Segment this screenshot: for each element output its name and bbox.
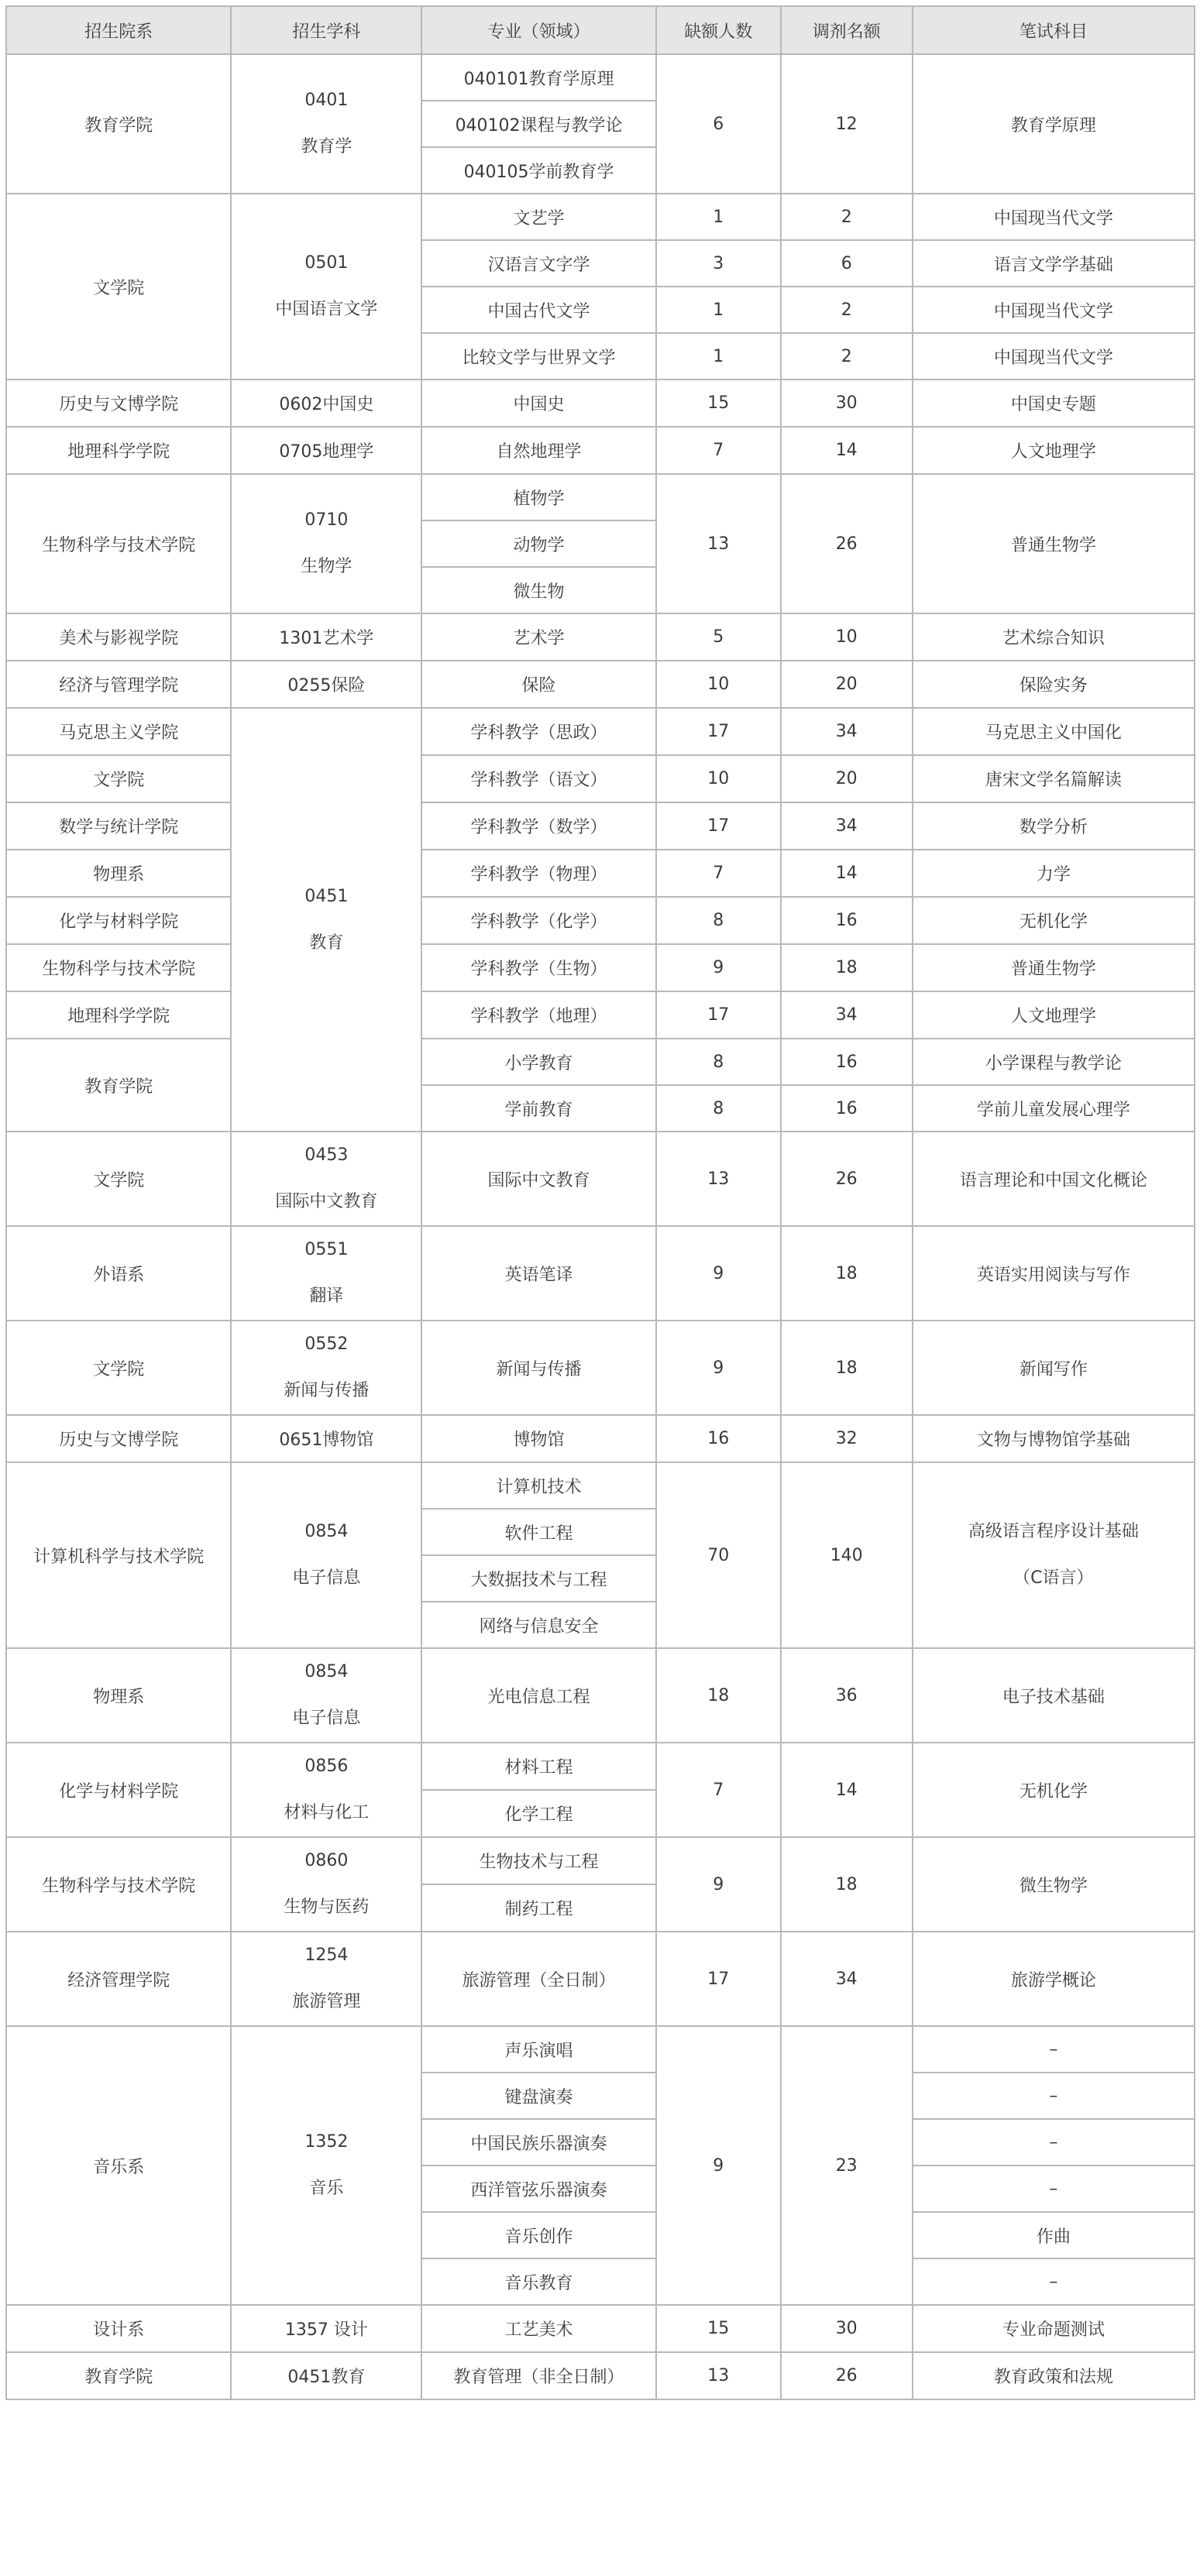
table-row: [6, 427, 1195, 474]
table-body: [6, 54, 1195, 2399]
vacancy-cell: 17: [656, 802, 781, 850]
discipline-cell-line: 生物与医药: [284, 1898, 370, 1917]
major-cell: 学科教学（地理）: [421, 991, 656, 1039]
major-cell: 音乐教育: [421, 2258, 656, 2305]
dept-cell: 经济管理学院: [6, 1932, 231, 2026]
exam-cell: [913, 1462, 1195, 1648]
major-cell: 博物馆: [421, 1415, 656, 1462]
major-cell: 新闻与传播: [421, 1321, 656, 1415]
exam-cell: 中国现当代文学: [913, 194, 1195, 240]
quota-cell: 34: [781, 708, 913, 755]
quota-cell: 14: [781, 427, 913, 474]
major-cell: 声乐演唱: [421, 2026, 656, 2073]
quota-cell: 2: [781, 287, 913, 333]
major-cell: 040101教育学原理: [421, 54, 656, 101]
dept-cell: 教育学院: [6, 2352, 231, 2399]
vacancy-cell: 5: [656, 613, 781, 661]
major-cell: 汉语言文字学: [421, 240, 656, 287]
vacancy-cell: 15: [656, 380, 781, 427]
discipline-cell: 0602中国史: [231, 380, 421, 427]
header-discipline: 招生学科: [231, 6, 421, 54]
header-dept: 招生院系: [6, 6, 231, 54]
major-cell: 西洋管弦乐器演奏: [421, 2166, 656, 2212]
major-cell: 学前教育: [421, 1085, 656, 1132]
quota-cell: 23: [781, 2026, 913, 2305]
table-row: [6, 991, 1195, 1039]
major-cell: 工艺美术: [421, 2305, 656, 2352]
table-row: [6, 1837, 1195, 1884]
discipline-cell: [231, 474, 421, 613]
table-row: [6, 2305, 1195, 2352]
quota-cell: 16: [781, 1039, 913, 1085]
discipline-cell-line: 0501: [304, 253, 349, 273]
major-cell: 键盘演奏: [421, 2073, 656, 2119]
dept-cell: 地理科学学院: [6, 427, 231, 474]
discipline-cell: [231, 1462, 421, 1648]
major-cell: 网络与信息安全: [421, 1602, 656, 1648]
discipline-cell-line: 0860: [304, 1851, 349, 1870]
table-row: [6, 755, 1195, 802]
discipline-cell: [231, 1321, 421, 1415]
table-row: [6, 380, 1195, 427]
exam-cell: 英语实用阅读与写作: [913, 1226, 1195, 1321]
major-cell: 旅游管理（全日制）: [421, 1932, 656, 2026]
vacancy-cell: 16: [656, 1415, 781, 1462]
quota-cell: 26: [781, 474, 913, 613]
quota-cell: 26: [781, 1132, 913, 1226]
discipline-cell: 0705地理学: [231, 427, 421, 474]
major-cell: 040105学前教育学: [421, 147, 656, 194]
table-row: [6, 54, 1195, 101]
major-cell: 艺术学: [421, 613, 656, 661]
vacancy-cell: 18: [656, 1648, 781, 1743]
major-cell: 学科教学（语文）: [421, 755, 656, 802]
table-row: [6, 1132, 1195, 1226]
table-row: [6, 1462, 1195, 1509]
header-major: 专业（领域）: [421, 6, 656, 54]
exam-cell: 专业命题测试: [913, 2305, 1195, 2352]
discipline-cell: 0255保险: [231, 661, 421, 708]
table-row: [6, 708, 1195, 755]
discipline-cell: [231, 54, 421, 194]
discipline-cell-line: 材料与化工: [284, 1803, 370, 1822]
major-cell: 动物学: [421, 520, 656, 567]
exam-cell: 马克思主义中国化: [913, 708, 1195, 755]
table-row: [6, 802, 1195, 850]
discipline-cell-line: 0401: [304, 91, 349, 110]
major-cell: 学科教学（物理）: [421, 850, 656, 897]
exam-cell: 教育学原理: [913, 54, 1195, 194]
exam-cell: 作曲: [913, 2212, 1195, 2258]
quota-cell: 18: [781, 944, 913, 991]
major-cell: 教育管理（非全日制）: [421, 2352, 656, 2399]
vacancy-cell: 7: [656, 1743, 781, 1837]
exam-cell: –: [913, 2119, 1195, 2166]
major-cell: 中国史: [421, 380, 656, 427]
vacancy-cell: 9: [656, 2026, 781, 2305]
vacancy-cell: 10: [656, 661, 781, 708]
exam-cell: 中国现当代文学: [913, 287, 1195, 333]
table-row: [6, 850, 1195, 897]
exam-cell: 旅游学概论: [913, 1932, 1195, 2026]
major-cell: 学科教学（生物）: [421, 944, 656, 991]
discipline-cell: [231, 1132, 421, 1226]
major-cell: 中国古代文学: [421, 287, 656, 333]
quota-cell: 2: [781, 194, 913, 240]
discipline-cell: [231, 1648, 421, 1743]
discipline-cell: [231, 194, 421, 380]
dept-cell: 生物科学与技术学院: [6, 474, 231, 613]
dept-cell: 文学院: [6, 1132, 231, 1226]
vacancy-cell: 7: [656, 850, 781, 897]
dept-cell: 外语系: [6, 1226, 231, 1321]
major-cell: 制药工程: [421, 1884, 656, 1932]
vacancy-cell: 1: [656, 287, 781, 333]
major-cell: 化学工程: [421, 1790, 656, 1837]
vacancy-cell: 1: [656, 194, 781, 240]
quota-cell: 30: [781, 380, 913, 427]
exam-cell: 学前儿童发展心理学: [913, 1085, 1195, 1132]
discipline-cell: [231, 1226, 421, 1321]
discipline-cell-line: 教育: [309, 933, 344, 953]
exam-cell-line: 高级语言程序设计基础: [968, 1522, 1139, 1541]
vacancy-cell: 7: [656, 427, 781, 474]
quota-cell: 18: [781, 1837, 913, 1932]
exam-cell: 电子技术基础: [913, 1648, 1195, 1743]
discipline-cell-line: 0451: [304, 886, 349, 906]
vacancy-cell: 13: [656, 1132, 781, 1226]
quota-cell: 16: [781, 897, 913, 944]
quota-cell: 34: [781, 991, 913, 1039]
vacancy-cell: 9: [656, 1321, 781, 1415]
vacancy-cell: 8: [656, 1085, 781, 1132]
table-row: [6, 1226, 1195, 1321]
quota-cell: 30: [781, 2305, 913, 2352]
table-row: [6, 1415, 1195, 1462]
vacancy-cell: 70: [656, 1462, 781, 1648]
quota-cell: 34: [781, 802, 913, 850]
vacancy-cell: 9: [656, 1837, 781, 1932]
exam-cell: –: [913, 2026, 1195, 2073]
dept-cell: 历史与文博学院: [6, 1415, 231, 1462]
exam-cell: 文物与博物馆学基础: [913, 1415, 1195, 1462]
dept-cell: 计算机科学与技术学院: [6, 1462, 231, 1648]
major-cell: 自然地理学: [421, 427, 656, 474]
table-row: [6, 1648, 1195, 1743]
exam-cell: –: [913, 2166, 1195, 2212]
major-cell: 小学教育: [421, 1039, 656, 1085]
vacancy-cell: 3: [656, 240, 781, 287]
header-vacancy: 缺额人数: [656, 6, 781, 54]
vacancy-cell: 13: [656, 2352, 781, 2399]
table-row: [6, 1039, 1195, 1085]
dept-cell: 教育学院: [6, 1039, 231, 1132]
exam-cell: 保险实务: [913, 661, 1195, 708]
exam-cell: 无机化学: [913, 1743, 1195, 1837]
discipline-cell-line: 生物学: [301, 557, 352, 576]
major-cell: 比较文学与世界文学: [421, 333, 656, 380]
exam-cell: 人文地理学: [913, 991, 1195, 1039]
exam-cell: 微生物学: [913, 1837, 1195, 1932]
discipline-cell-line: 旅游管理: [292, 1992, 361, 2011]
discipline-cell: [231, 1743, 421, 1837]
exam-cell: 数学分析: [913, 802, 1195, 850]
major-cell: 文艺学: [421, 194, 656, 240]
major-cell: 生物技术与工程: [421, 1837, 656, 1884]
quota-cell: 20: [781, 755, 913, 802]
major-cell: 音乐创作: [421, 2212, 656, 2258]
quota-cell: 10: [781, 613, 913, 661]
discipline-cell-line: 0856: [304, 1757, 349, 1776]
exam-cell: 教育政策和法规: [913, 2352, 1195, 2399]
vacancy-cell: 15: [656, 2305, 781, 2352]
table-row: [6, 661, 1195, 708]
exam-cell: 艺术综合知识: [913, 613, 1195, 661]
exam-cell: 唐宋文学名篇解读: [913, 755, 1195, 802]
quota-cell: 14: [781, 850, 913, 897]
quota-cell: 140: [781, 1462, 913, 1648]
vacancy-cell: 8: [656, 1039, 781, 1085]
dept-cell: 教育学院: [6, 54, 231, 194]
exam-cell: 力学: [913, 850, 1195, 897]
exam-cell: 语言理论和中国文化概论: [913, 1132, 1195, 1226]
discipline-cell: 1301艺术学: [231, 613, 421, 661]
dept-cell: 经济与管理学院: [6, 661, 231, 708]
dept-cell: 物理系: [6, 1648, 231, 1743]
discipline-cell: [231, 708, 421, 1132]
discipline-cell-line: 教育学: [301, 137, 352, 156]
discipline-cell: [231, 1932, 421, 2026]
major-cell: 中国民族乐器演奏: [421, 2119, 656, 2166]
exam-cell: 无机化学: [913, 897, 1195, 944]
dept-cell: 文学院: [6, 1321, 231, 1415]
dept-cell: 文学院: [6, 194, 231, 380]
table-row: [6, 474, 1195, 520]
exam-cell: 人文地理学: [913, 427, 1195, 474]
dept-cell: 数学与统计学院: [6, 802, 231, 850]
vacancy-cell: 17: [656, 1932, 781, 2026]
discipline-cell-line: 0453: [304, 1145, 349, 1165]
dept-cell: 文学院: [6, 755, 231, 802]
vacancy-cell: 17: [656, 708, 781, 755]
table-row: [6, 944, 1195, 991]
vacancy-cell: 8: [656, 897, 781, 944]
table-header: [6, 6, 1195, 54]
exam-cell: 中国史专题: [913, 380, 1195, 427]
dept-cell: 设计系: [6, 2305, 231, 2352]
dept-cell: 历史与文博学院: [6, 380, 231, 427]
quota-cell: 36: [781, 1648, 913, 1743]
major-cell: 国际中文教育: [421, 1132, 656, 1226]
major-cell: 学科教学（思政）: [421, 708, 656, 755]
table-row: [6, 1321, 1195, 1415]
major-cell: 英语笔译: [421, 1226, 656, 1321]
discipline-cell: 1357 设计: [231, 2305, 421, 2352]
discipline-cell-line: 新闻与传播: [284, 1381, 370, 1400]
discipline-cell-line: 电子信息: [292, 1709, 361, 1728]
discipline-cell: [231, 1837, 421, 1932]
major-cell: 大数据技术与工程: [421, 1555, 656, 1602]
quota-cell: 16: [781, 1085, 913, 1132]
vacancy-cell: 6: [656, 54, 781, 194]
exam-cell: 新闻写作: [913, 1321, 1195, 1415]
exam-cell-line: （C语言）: [1013, 1568, 1094, 1588]
discipline-cell-line: 0854: [304, 1522, 349, 1541]
table-row: [6, 2352, 1195, 2399]
table-row: [6, 2026, 1195, 2073]
table-row: [6, 897, 1195, 944]
quota-cell: 14: [781, 1743, 913, 1837]
vacancy-cell: 1: [656, 333, 781, 380]
vacancy-cell: 10: [656, 755, 781, 802]
exam-cell: 中国现当代文学: [913, 333, 1195, 380]
exam-cell: –: [913, 2258, 1195, 2305]
major-cell: 学科教学（化学）: [421, 897, 656, 944]
dept-cell: 生物科学与技术学院: [6, 1837, 231, 1932]
discipline-cell-line: 0551: [304, 1240, 349, 1259]
dept-cell: 物理系: [6, 850, 231, 897]
discipline-cell: 0451教育: [231, 2352, 421, 2399]
major-cell: 学科教学（数学）: [421, 802, 656, 850]
exam-cell: 普通生物学: [913, 474, 1195, 613]
discipline-cell-line: 翻译: [309, 1286, 344, 1306]
discipline-cell-line: 音乐: [309, 2179, 344, 2198]
quota-cell: 2: [781, 333, 913, 380]
header-quota: 调剂名额: [781, 6, 913, 54]
discipline-cell-line: 0552: [304, 1334, 349, 1354]
dept-cell: 音乐系: [6, 2026, 231, 2305]
dept-cell: 美术与影视学院: [6, 613, 231, 661]
major-cell: 040102课程与教学论: [421, 101, 656, 147]
discipline-cell-line: 0710: [304, 510, 349, 530]
dept-cell: 化学与材料学院: [6, 1743, 231, 1837]
discipline-cell-line: 0854: [304, 1662, 349, 1681]
vacancy-cell: 17: [656, 991, 781, 1039]
discipline-cell-line: 中国语言文学: [275, 300, 378, 319]
quota-cell: 18: [781, 1226, 913, 1321]
major-cell: 软件工程: [421, 1509, 656, 1555]
exam-cell: 小学课程与教学论: [913, 1039, 1195, 1085]
discipline-cell-line: 电子信息: [292, 1568, 361, 1588]
discipline-cell: 0651博物馆: [231, 1415, 421, 1462]
dept-cell: 化学与材料学院: [6, 897, 231, 944]
header-exam: 笔试科目: [913, 6, 1195, 54]
exam-cell: 普通生物学: [913, 944, 1195, 991]
major-cell: 计算机技术: [421, 1462, 656, 1509]
quota-cell: 6: [781, 240, 913, 287]
table-row: [6, 194, 1195, 240]
dept-cell: 生物科学与技术学院: [6, 944, 231, 991]
table-row: [6, 1743, 1195, 1790]
table-row: [6, 613, 1195, 661]
dept-cell: 马克思主义学院: [6, 708, 231, 755]
discipline-cell-line: 1352: [304, 2132, 349, 2152]
quota-cell: 18: [781, 1321, 913, 1415]
table-row: [6, 1932, 1195, 2026]
quota-cell: 26: [781, 2352, 913, 2399]
quota-cell: 34: [781, 1932, 913, 2026]
major-cell: 光电信息工程: [421, 1648, 656, 1743]
discipline-cell: [231, 2026, 421, 2305]
vacancy-cell: 9: [656, 1226, 781, 1321]
major-cell: 植物学: [421, 474, 656, 520]
discipline-cell-line: 1254: [304, 1946, 349, 1965]
exam-cell: 语言文学学基础: [913, 240, 1195, 287]
discipline-cell-line: 国际中文教育: [275, 1192, 378, 1211]
vacancy-cell: 9: [656, 944, 781, 991]
major-cell: 微生物: [421, 567, 656, 613]
quota-cell: 12: [781, 54, 913, 194]
exam-cell: –: [913, 2073, 1195, 2119]
major-cell: 材料工程: [421, 1743, 656, 1790]
vacancy-cell: 13: [656, 474, 781, 613]
admission-table: [5, 5, 1195, 2400]
dept-cell: 地理科学学院: [6, 991, 231, 1039]
header-row: [6, 6, 1195, 54]
quota-cell: 20: [781, 661, 913, 708]
major-cell: 保险: [421, 661, 656, 708]
quota-cell: 32: [781, 1415, 913, 1462]
